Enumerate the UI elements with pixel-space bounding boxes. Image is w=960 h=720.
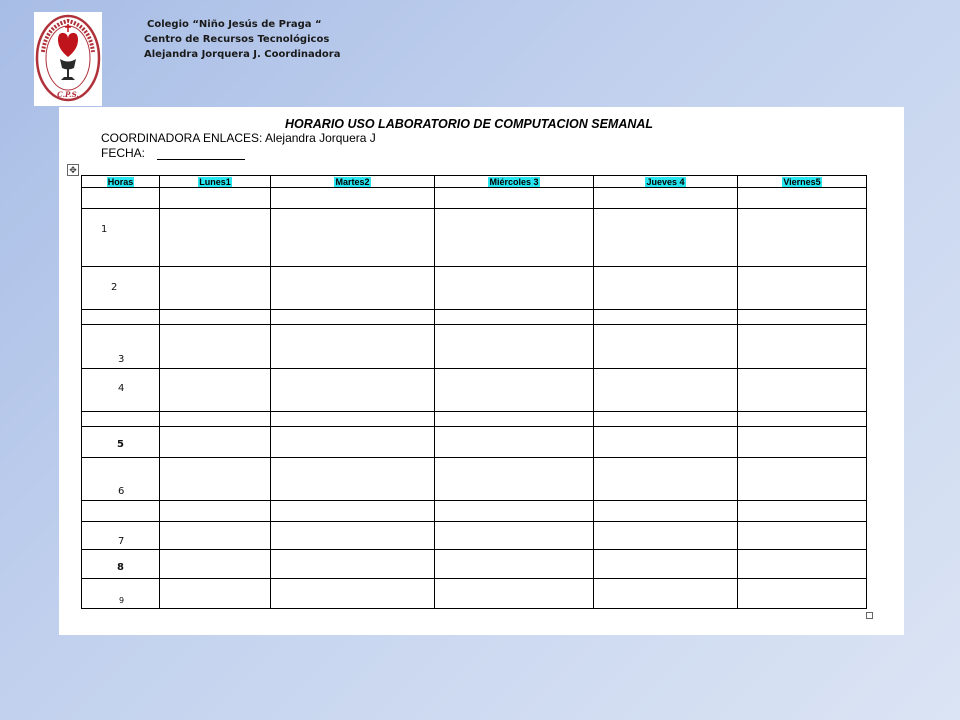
table-row — [82, 325, 867, 369]
table-cell[interactable] — [594, 188, 738, 209]
table-cell[interactable] — [435, 325, 594, 369]
header-cell-tuesday: Martes2 — [271, 176, 435, 188]
school-name: Colegio “Niño Jesús de Praga “ — [147, 19, 322, 30]
table-cell[interactable] — [435, 522, 594, 550]
header-cell-monday: Lunes1 — [160, 176, 271, 188]
date-line — [101, 146, 245, 160]
school-logo — [34, 12, 102, 106]
table-cell[interactable] — [160, 412, 271, 427]
table-cell[interactable] — [738, 267, 867, 310]
table-cell[interactable] — [435, 188, 594, 209]
header-cell-wednesday: Miércoles 3 — [435, 176, 594, 188]
table-cell[interactable] — [271, 579, 435, 609]
table-cell[interactable] — [160, 579, 271, 609]
document-title: HORARIO USO LABORATORIO DE COMPUTACION SEMANAL — [285, 117, 654, 131]
table-cell[interactable] — [271, 310, 435, 325]
table-cell[interactable] — [435, 209, 594, 267]
table-cell[interactable] — [594, 427, 738, 458]
table-cell[interactable] — [271, 550, 435, 579]
table-header-row — [82, 176, 867, 188]
hour-label: 2 — [111, 282, 118, 293]
table-cell[interactable] — [738, 550, 867, 579]
hour-label: 4 — [118, 383, 125, 394]
table-cell[interactable] — [594, 310, 738, 325]
table-cell[interactable] — [435, 412, 594, 427]
table-cell[interactable] — [738, 412, 867, 427]
table-cell[interactable] — [160, 550, 271, 579]
hour-label: 8 — [117, 562, 124, 573]
table-cell[interactable] — [435, 427, 594, 458]
table-cell[interactable] — [738, 522, 867, 550]
table-cell[interactable] — [738, 369, 867, 412]
table-cell[interactable] — [435, 369, 594, 412]
table-row — [82, 522, 867, 550]
hour-cell[interactable] — [82, 325, 160, 369]
table-cell[interactable] — [594, 550, 738, 579]
hour-cell[interactable] — [82, 267, 160, 310]
coordinator-line — [101, 131, 376, 145]
date-blank-field[interactable] — [157, 147, 245, 160]
table-cell[interactable] — [160, 325, 271, 369]
table-cell[interactable] — [271, 188, 435, 209]
table-cell[interactable] — [271, 209, 435, 267]
table-cell[interactable] — [594, 501, 738, 522]
table-row — [82, 188, 867, 209]
schedule-document — [59, 107, 904, 635]
table-row — [82, 579, 867, 609]
table-cell[interactable] — [271, 267, 435, 310]
hour-cell[interactable] — [82, 412, 160, 427]
date-label: FECHA: — [101, 146, 146, 160]
hour-cell[interactable] — [82, 209, 160, 267]
table-row — [82, 267, 867, 310]
table-cell[interactable] — [738, 427, 867, 458]
hour-label: 1 — [101, 224, 108, 235]
hour-label: 6 — [118, 486, 125, 497]
table-resize-handle[interactable] — [866, 612, 873, 619]
hour-cell[interactable] — [82, 369, 160, 412]
hour-cell[interactable] — [82, 310, 160, 325]
hour-cell[interactable] — [82, 522, 160, 550]
table-cell[interactable] — [594, 267, 738, 310]
table-cell[interactable] — [160, 522, 271, 550]
table-cell[interactable] — [594, 522, 738, 550]
hour-cell[interactable] — [82, 458, 160, 501]
table-move-handle-icon[interactable]: ✥ — [67, 164, 79, 176]
hour-cell[interactable] — [82, 501, 160, 522]
table-cell[interactable] — [160, 369, 271, 412]
coordinator-credit: Alejandra Jorquera J. Coordinadora — [144, 49, 341, 60]
hour-label: 3 — [118, 354, 125, 365]
table-cell[interactable] — [160, 427, 271, 458]
table-row — [82, 501, 867, 522]
table-row — [82, 550, 867, 579]
table-cell[interactable] — [271, 325, 435, 369]
hour-cell[interactable] — [82, 427, 160, 458]
table-cell[interactable] — [738, 501, 867, 522]
table-row — [82, 412, 867, 427]
coordinator-label: COORDINADORA ENLACES — [101, 131, 260, 145]
table-cell[interactable] — [271, 427, 435, 458]
table-cell[interactable] — [738, 310, 867, 325]
logo-initials: C.P.S. — [57, 90, 79, 99]
table-cell[interactable] — [738, 579, 867, 609]
table-cell[interactable] — [435, 458, 594, 501]
table-cell[interactable] — [435, 579, 594, 609]
coordinator-name: : Alejandra Jorquera J — [259, 131, 376, 145]
school-crest-icon — [34, 12, 102, 106]
table-cell[interactable] — [160, 209, 271, 267]
table-cell[interactable] — [594, 412, 738, 427]
table-row — [82, 427, 867, 458]
table-cell[interactable] — [594, 209, 738, 267]
table-cell[interactable] — [271, 412, 435, 427]
table-cell[interactable] — [594, 369, 738, 412]
table-cell[interactable] — [435, 310, 594, 325]
table-cell[interactable] — [271, 458, 435, 501]
center-name: Centro de Recursos Tecnológicos — [144, 34, 330, 45]
header-cell-thursday: Jueves 4 — [594, 176, 738, 188]
table-cell[interactable] — [271, 369, 435, 412]
table-cell[interactable] — [738, 209, 867, 267]
table-cell[interactable] — [435, 550, 594, 579]
table-cell[interactable] — [738, 325, 867, 369]
table-cell[interactable] — [160, 267, 271, 310]
hour-label: 7 — [118, 536, 125, 547]
table-cell[interactable] — [160, 458, 271, 501]
table-row — [82, 369, 867, 412]
table-cell[interactable] — [594, 579, 738, 609]
table-cell[interactable] — [160, 188, 271, 209]
table-cell[interactable] — [738, 188, 867, 209]
table-cell[interactable] — [160, 501, 271, 522]
hour-cell[interactable] — [82, 550, 160, 579]
table-cell[interactable] — [594, 325, 738, 369]
table-row — [82, 310, 867, 325]
table-cell[interactable] — [594, 458, 738, 501]
table-cell[interactable] — [435, 501, 594, 522]
header-cell-friday: Viernes5 — [738, 176, 867, 188]
hour-cell[interactable] — [82, 188, 160, 209]
table-cell[interactable] — [435, 267, 594, 310]
hour-label: 5 — [117, 439, 124, 450]
header-block — [144, 17, 340, 62]
hour-label: 9 — [119, 596, 125, 605]
hour-cell[interactable] — [82, 579, 160, 609]
table-cell[interactable] — [271, 501, 435, 522]
table-cell[interactable] — [738, 458, 867, 501]
table-row — [82, 458, 867, 501]
table-cell[interactable] — [160, 310, 271, 325]
table-cell[interactable] — [271, 522, 435, 550]
schedule-table — [81, 175, 867, 609]
header-cell-hours: Horas — [82, 176, 160, 188]
table-row — [82, 209, 867, 267]
